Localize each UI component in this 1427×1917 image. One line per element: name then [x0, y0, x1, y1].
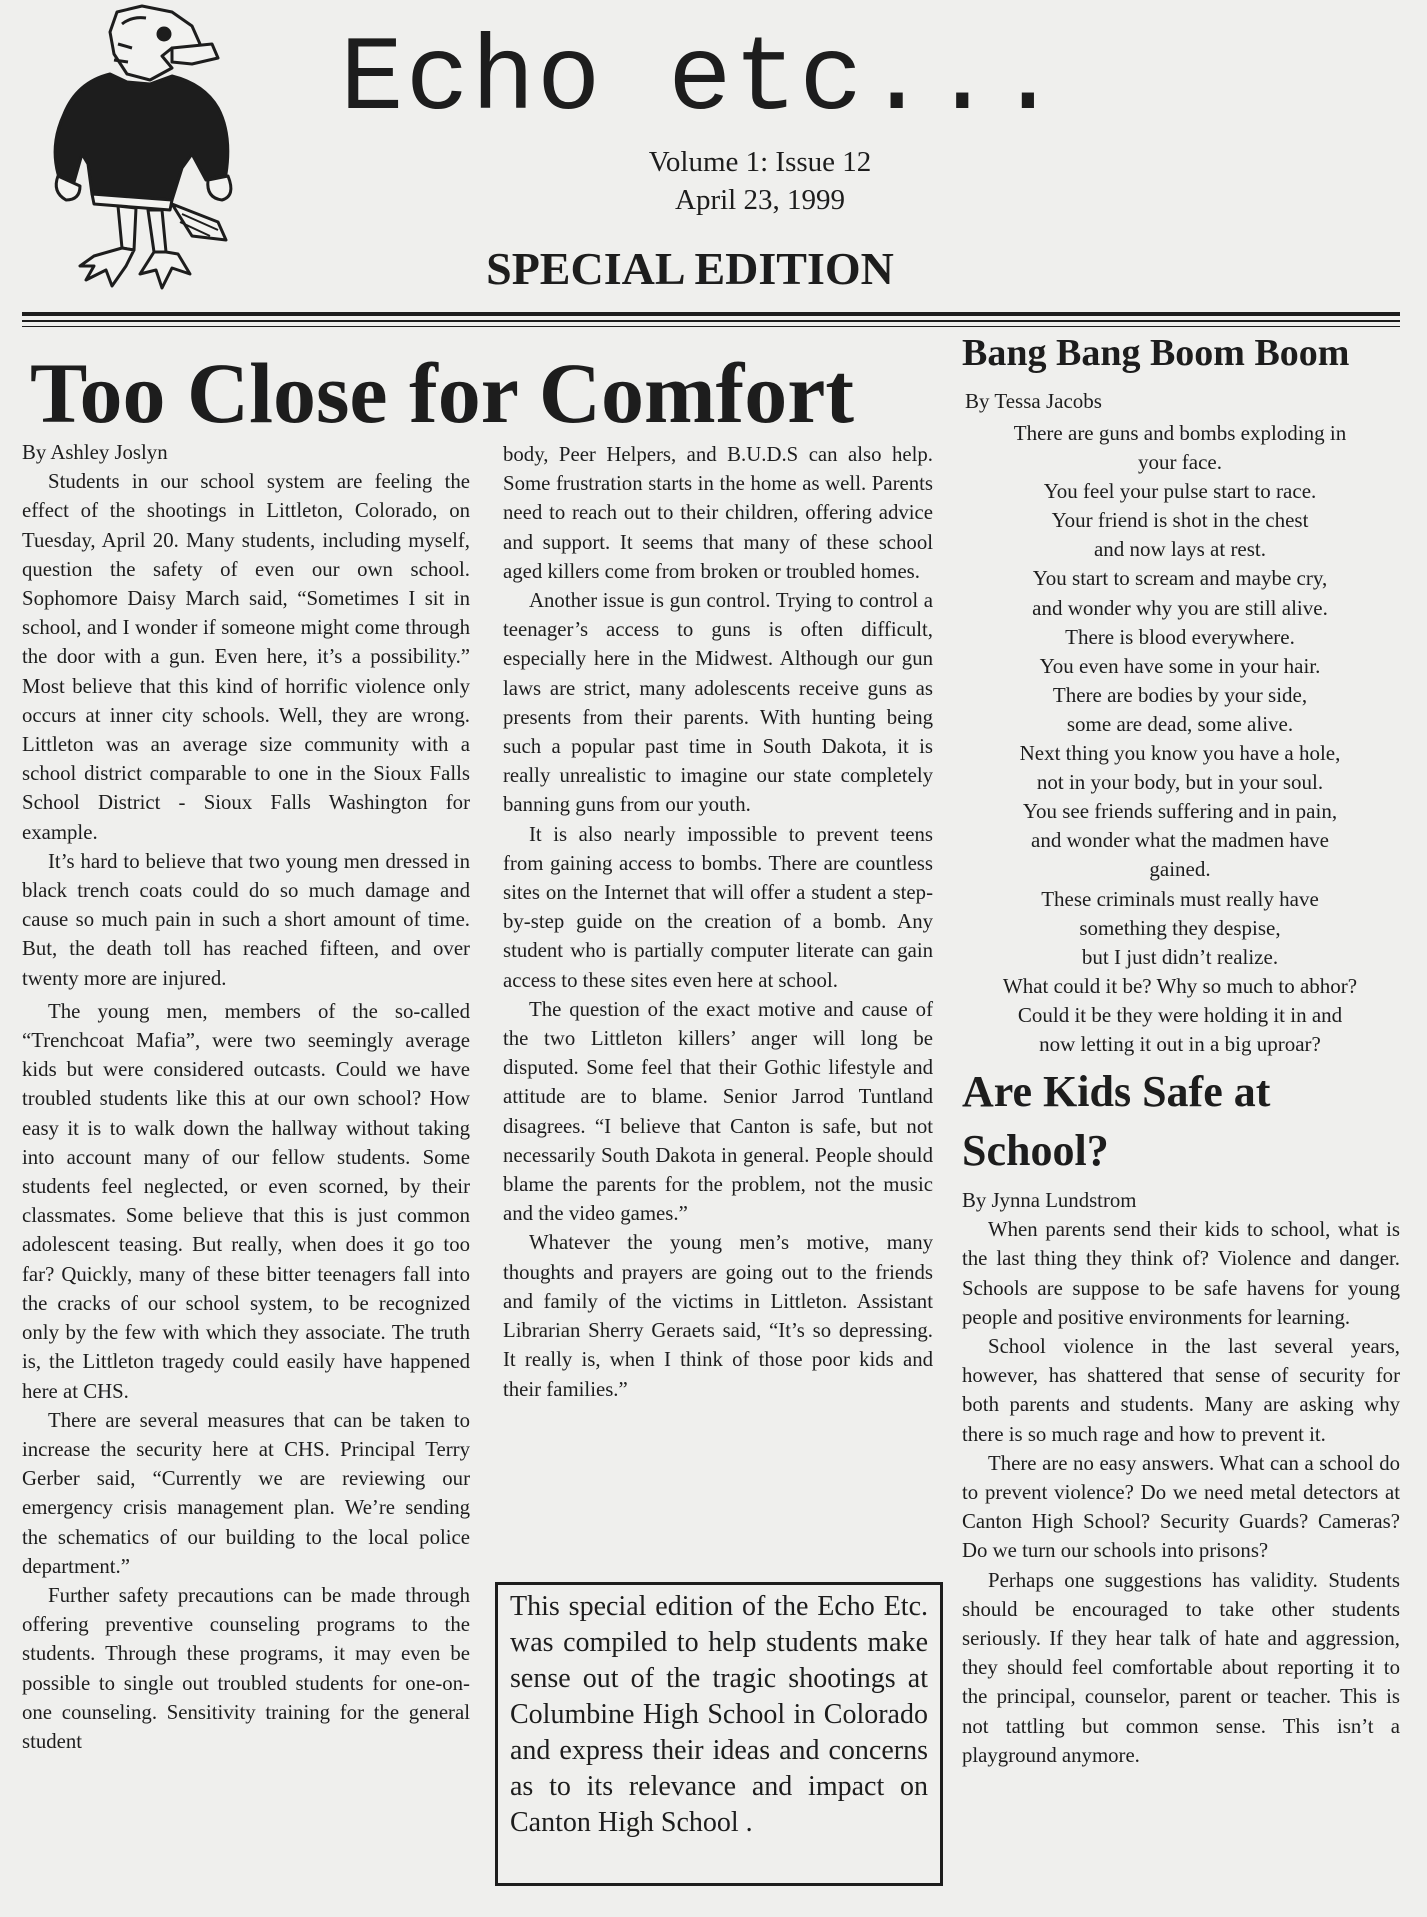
article-paragraph: body, Peer Helpers, and B.U.D.S can also help. Some frustration starts in the home as well. Parents need to reach out to their children, offering advice and support. It seems that many of these school aged killers come from broken or troubled homes. [503, 443, 933, 583]
main-headline: Too Close for Comfort [30, 345, 855, 441]
poem-title: Bang Bang Boom Boom [962, 332, 1350, 374]
main-article-column-1 [22, 438, 470, 1756]
article-paragraph: Students in our school system are feeling the effect of the shootings in Littleton, Colorado, on Tuesday, April 20. Many students, including myself, question the safety of even our own school. Sophomore Daisy March said, “Sometimes I sit in school, and I wonder if someone might come through the door with a gun. Even here, it’s a possibility.” Most believe that this kind of horrific violence only occurs at inner city schools. Well, they are wrong. Littleton was an average size community with a school district comparable to one in the Sioux Falls School District - Sioux Falls Washington for example. [22, 470, 470, 844]
poem-line: Could it be they were holding it in and [1017, 1002, 1343, 1027]
poem-line: There are bodies by your side, [1052, 682, 1308, 707]
masthead-title: Echo etc... [340, 20, 1062, 140]
poem-line: You even have some in your hair. [1039, 653, 1321, 678]
poem-line: These criminals must really have [1041, 886, 1319, 911]
article-paragraph: Perhaps one suggestions has validity. Students should be encouraged to take other students seriously. If they hear talk of hate and aggression, they should feel comfortable about reporting it to the principal, counselor, parent or teacher. This is not tattling but common sense. This isn’t a playground anymore. [962, 1568, 1400, 1767]
main-article-column-2 [503, 440, 933, 1404]
poem-lines [960, 419, 1400, 1059]
poem-line: There are guns and bombs exploding in [1013, 421, 1347, 445]
safe-article-byline: By Jynna Lundstrom [962, 1189, 1137, 1212]
poem-line: gained. [1149, 857, 1211, 882]
poem-line: There is blood everywhere. [1065, 624, 1295, 649]
poem-line: but I just didn’t realize. [1081, 944, 1279, 969]
article-paragraph: Another issue is gun control. Trying to control a teenager’s access to guns is often difficult, especially here in the Midwest. Although our gun laws are strict, many adolescents receive guns as presents from their parents. With hunting being such a popular past time in South Dakota, it is really unrealistic to imagine our state completely banning guns from our youth. [503, 589, 933, 817]
masthead-divider [22, 320, 1400, 322]
poem-line: something they despise, [1079, 915, 1281, 940]
article-paragraph: Whatever the young men’s motive, many thoughts and prayers are going out to the friends and family of the victims in Littleton. Assistant Librarian Sherry Geraets said, “It’s so depressing. It really is, when I think of those poor kids and their families.” [503, 1231, 933, 1401]
masthead-divider [22, 326, 1400, 327]
article-paragraph: It’s hard to believe that two young men dressed in black trench coats could do so much damage and cause so much pain in such a short amount of time. But, the death toll has reached fifteen, and over twenty more are injured. [22, 849, 470, 990]
issue-date: April 23, 1999 [675, 184, 845, 216]
article-paragraph: It is also nearly impossible to prevent teens from gaining access to bombs. There are countless sites on the Internet that will offer a student a step-by-step guide on the creation of a bomb. Any student who is partially computer literate can gain access to these sites even here at school. [503, 822, 933, 992]
article-paragraph: There are no easy answers. What can a school do to prevent violence? Do we need metal detectors at Canton High School? Security Guards? Cameras? Do we turn our schools into prisons? [962, 1451, 1400, 1563]
main-article-byline: By Ashley Joslyn [22, 441, 168, 464]
safe-article-column [962, 1186, 1400, 1770]
article-paragraph: The question of the exact motive and cause of the two Littleton killers’ anger will long be disputed. Some feel that their Gothic lifestyle and attitude are to blame. Senior Jarrod Tuntland disagrees. “I believe that Canton is safe, but not necessarily South Dakota in general. People should blame the parents for the problem, not the music and the video games.” [503, 997, 933, 1226]
article-paragraph: When parents send their kids to school, what is the last thing they think of? Violence and danger. Schools are suppose to be safe havens for young people and positive environments for learning. [962, 1218, 1400, 1329]
issue-number: Volume 1: Issue 12 [648, 146, 872, 178]
poem-line: What could it be? Why so much to abhor? [1002, 973, 1358, 998]
article-paragraph: School violence in the last several years, however, has shattered that sense of security for both parents and students. Many are asking why there is so much rage and how to prevent it. [962, 1335, 1400, 1446]
poem-line: You start to scream and maybe cry, [1032, 566, 1328, 591]
poem-line: now letting it out in a big uproar? [1039, 1031, 1321, 1056]
eagle-mascot-icon [22, 4, 272, 304]
poem-byline: By Tessa Jacobs [965, 389, 1102, 413]
editor-note-box: This special edition of the Echo Etc. was compiled to help students make sense out of the tragic shootings at Columbine High School in Colorado and express their ideas and concerns as to its relevance and impact on Canton High School . [495, 1582, 943, 1886]
poem-line: Your friend is shot in the chest [1051, 508, 1309, 533]
edition-label: SPECIAL EDITION [486, 243, 894, 294]
masthead-divider [22, 312, 1400, 316]
poem-line: and wonder what the madmen have [1031, 828, 1329, 853]
poem-line: not in your body, but in your soul. [1036, 770, 1324, 795]
poem-line: You see friends suffering and in pain, [1022, 799, 1338, 824]
poem-line: and wonder why you are still alive. [1032, 595, 1328, 620]
article-paragraph: There are several measures that can be taken to increase the security here at CHS. Principal Terry Gerber said, “Currently we are reviewing our emergency crisis management plan. We’re sending the schematics of our building to the local police department.” [22, 1408, 470, 1578]
safe-headline: Are Kids Safe at School? [962, 1067, 1271, 1175]
poem-line: Next thing you know you have a hole, [1019, 741, 1341, 766]
article-paragraph: The young men, members of the so-called “Trenchcoat Mafia”, were two seemingly average kids but were considered outcasts. Could we have troubled students like this at our own school? How easy it is to walk down the hallway without taking into account many of our fellow students. Some students feel neglected, or even scorned, by their classmates. Some believe that this is just common adolescent teasing. But really, when does it go too far? Quickly, many of these bitter teenagers fall into the cracks of our school system, to be recognized only by the few with which they associate. The truth is, the Littleton tragedy could easily have happened here at CHS. [22, 999, 470, 1403]
article-paragraph: Further safety precautions can be made through offering preventive counseling programs to the students. Through these programs, it may even be possible to single out troubled students for one-on-one counseling. Sensitivity training for the general student [22, 1583, 470, 1753]
poem-line: some are dead, some alive. [1066, 711, 1294, 736]
poem-line: You feel your pulse start to race. [1043, 479, 1317, 504]
poem-line: your face. [1138, 450, 1222, 475]
poem-line: and now lays at rest. [1093, 537, 1267, 562]
